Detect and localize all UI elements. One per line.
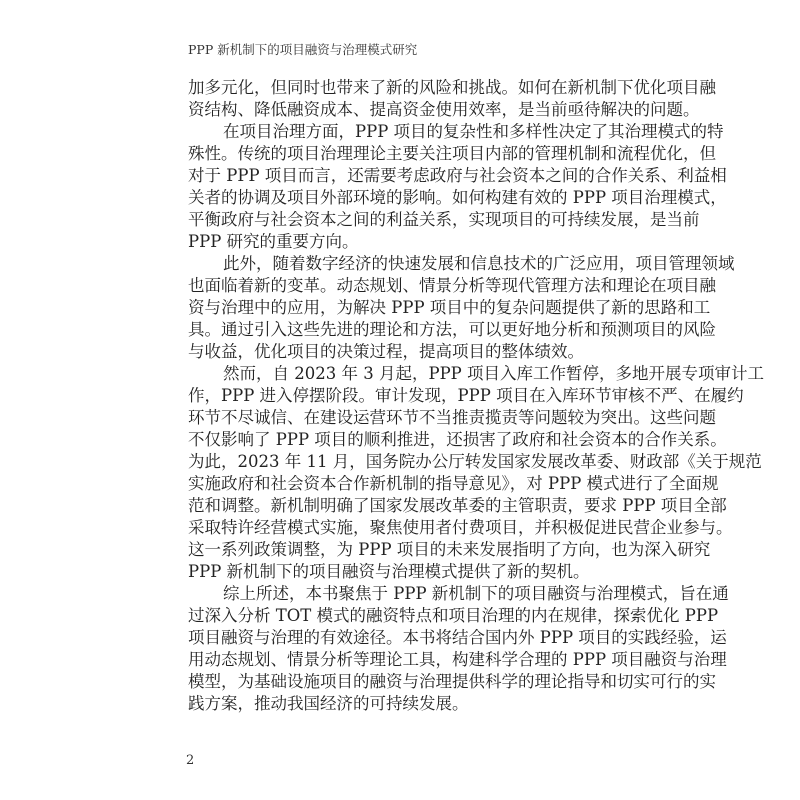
text-line: 模型，为基础设施项目的融资与治理提供科学的理论指导和切实可行的实 [188,672,716,691]
body-text [188,77,765,715]
paragraph [188,583,729,715]
text-line: 实施政府和社会资本合作新机制的指导意见》，对 PPP 模式进行了全面规 [188,474,719,493]
text-line: 范和调整。新机制明确了国家发展改革委的主管职责，要求 PPP 项目全部 [188,496,727,515]
text-line: PPP 新机制下的项目融资与治理模式提供了新的契机。 [188,562,590,581]
text-line: 资与治理中的应用，为解决 PPP 项目中的复杂问题提供了新的思路和工 [188,298,711,317]
text-line: 殊性。传统的项目治理理论主要关注项目内部的管理机制和流程优化，但 [188,144,716,163]
text-line: 过深入分析 TOT 模式的融资特点和项目治理的内在规律，探索优化 PPP [188,606,719,625]
text-line: 加多元化，但同时也带来了新的风险和挑战。如何在新机制下优化项目融 [188,78,716,97]
running-header: PPP 新机制下的项目融资与治理模式研究 [188,42,418,57]
paragraph [188,253,735,363]
text-line: 作，PPP 进入停摆阶段。审计发现，PPP 项目在入库环节审核不严、在履约 [188,386,744,405]
text-line: 关者的协调及项目外部环境的影响。如何构建有效的 PPP 项目治理模式， [188,188,727,207]
text-line: 平衡政府与社会资本之间的利益关系，实现项目的可持续发展，是当前 [188,210,700,229]
text-line: 不仅影响了 PPP 项目的顺利推进，还损害了政府和社会资本的合作关系。 [188,430,727,449]
text-line: 资结构、降低融资成本、提高资金使用效率，是当前亟待解决的问题。 [188,100,700,119]
text-line: 用动态规划、情景分析等理论工具，构建科学合理的 PPP 项目融资与治理 [188,650,727,669]
text-line: 此外，随着数字经济的快速发展和信息技术的广泛应用，项目管理领域 [223,254,735,273]
paragraph [188,363,765,583]
text-line: 环节不尽诚信、在建设运营环节不当推责揽责等问题较为突出。这些问题 [188,408,716,427]
text-line: 项目融资与治理的有效途径。本书将结合国内外 PPP 项目的实践经验，运 [188,628,727,647]
text-line: 对于 PPP 项目而言，还需要考虑政府与社会资本之间的合作关系、利益相 [188,166,727,185]
text-line: 与收益，优化项目的决策过程，提高项目的整体绩效。 [188,342,584,361]
text-line: 也面临着新的变革。动态规划、情景分析等现代管理方法和理论在项目融 [188,276,716,295]
text-line: 为此，2023 年 11 月，国务院办公厅转发国家发展改革委、财政部《关于规范 [188,452,762,471]
text-line: PPP 研究的重要方向。 [188,232,359,251]
text-line: 综上所述，本书聚焦于 PPP 新机制下的项目融资与治理模式，旨在通 [223,584,729,603]
page-number: 2 [186,753,195,768]
text-line: 在项目治理方面，PPP 项目的复杂性和多样性决定了其治理模式的特 [223,122,724,141]
paragraph [188,121,727,253]
text-line: 践方案，推动我国经济的可持续发展。 [188,694,469,713]
paragraph [188,77,716,121]
text-line: 然而，自 2023 年 3 月起，PPP 项目入库工作暂停，多地开展专项审计工 [223,364,765,383]
text-line: 采取特许经营模式实施，聚焦使用者付费项目，并积极促进民营企业参与。 [188,518,733,537]
text-line: 这一系列政策调整，为 PPP 项目的未来发展指明了方向，也为深入研究 [188,540,711,559]
text-line: 具。通过引入这些先进的理论和方法，可以更好地分析和预测项目的风险 [188,320,716,339]
